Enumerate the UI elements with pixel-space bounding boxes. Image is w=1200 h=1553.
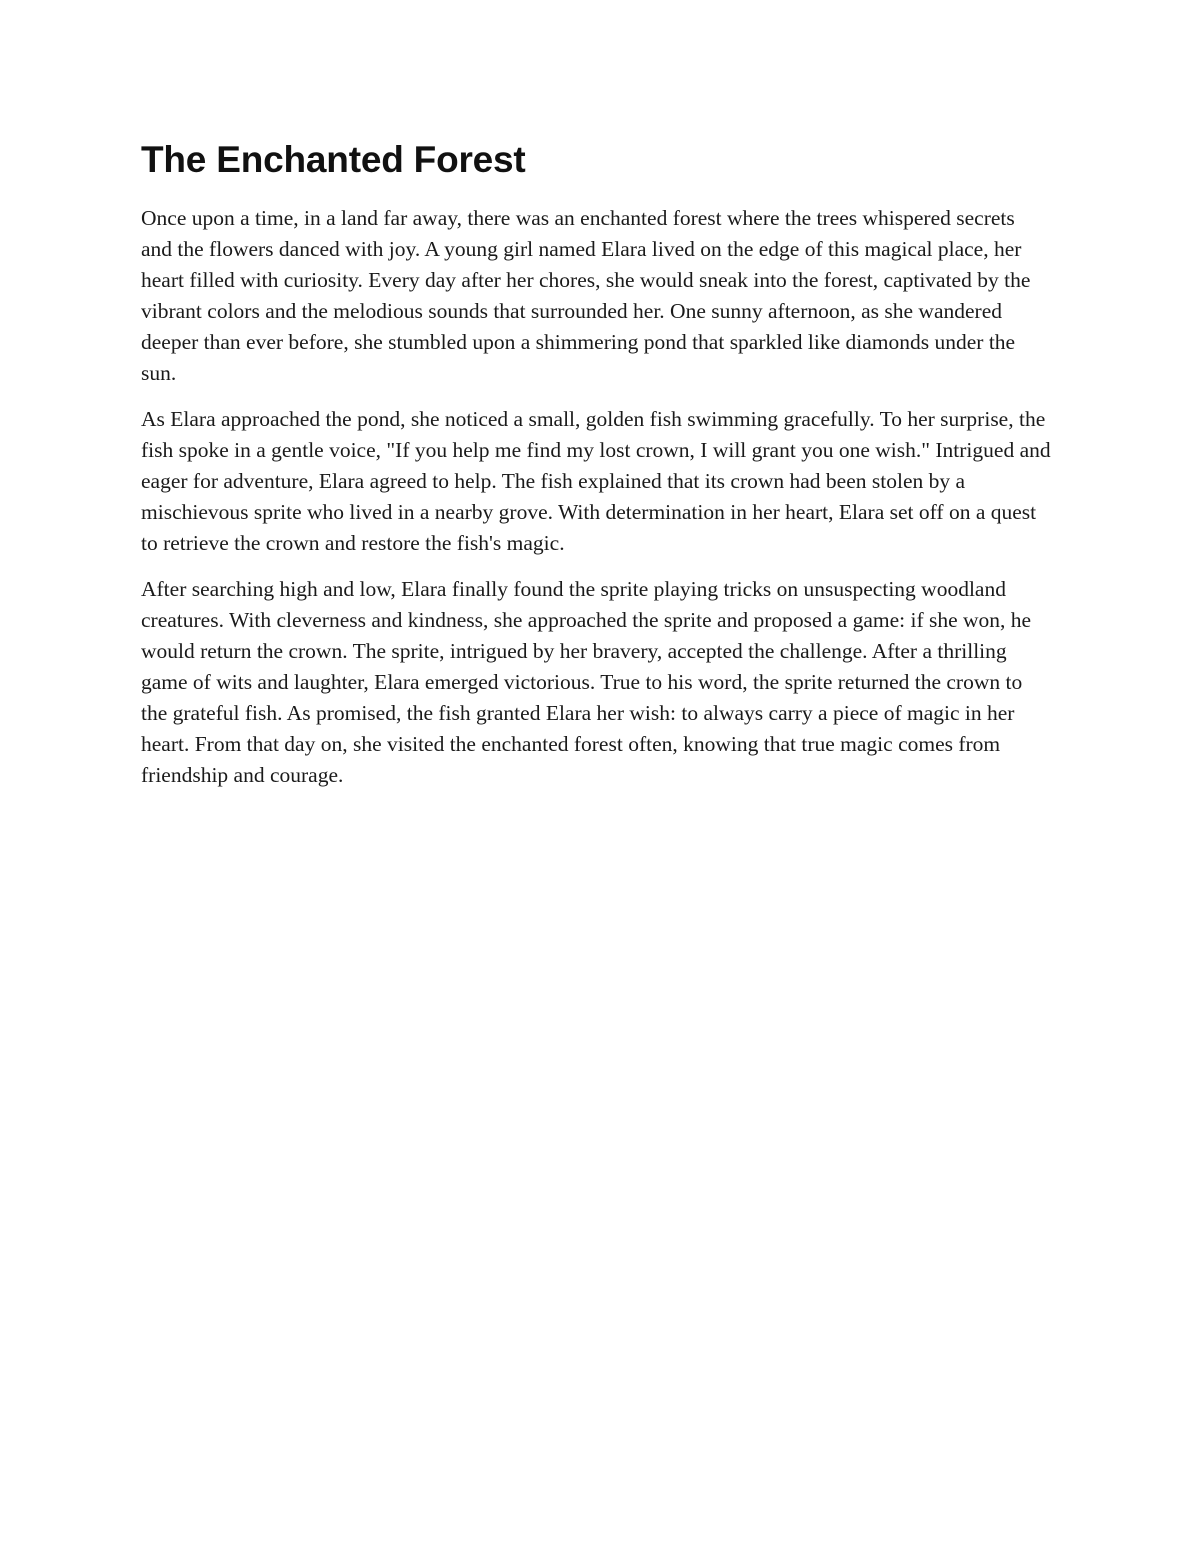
paragraph: As Elara approached the pond, she noticed a small, golden fish swimming gracefully. To her surprise, the fish spoke in a gentle voice, "If you help me find my lost crown, I will grant you one wish." Intrigued and eager for adventure, Elara agreed to help. The fish explained that its crown had been stolen by a mischievous sprite who lived in a nearby grove. With determination in her heart, Elara set off on a quest to retrieve the crown and restore the fish's magic. [141, 406, 1051, 555]
document-title: The Enchanted Forest [141, 139, 526, 180]
paragraph: After searching high and low, Elara finally found the sprite playing tricks on unsuspecting woodland creatures. With cleverness and kindness, she approached the sprite and proposed a game: if she won, he would return the crown. The sprite, intrigued by her bravery, accepted the challenge. After a thrilling game of wits and laughter, Elara emerged victorious. True to his word, the sprite returned the crown to the grateful fish. As promised, the fish granted Elara her wish: to always carry a piece of magic in her heart. From that day on, she visited the enchanted forest often, knowing that true magic comes from friendship and courage. [141, 576, 1032, 787]
document-body [141, 140, 1051, 806]
paragraph: Once upon a time, in a land far away, there was an enchanted forest where the trees whispered secrets and the flowers danced with joy. A young girl named Elara lived on the edge of this magical place, her heart filled with curiosity. Every day after her chores, she would sneak into the forest, captivated by the vibrant colors and the melodious sounds that surrounded her. One sunny afternoon, as she wandered deeper than ever before, she stumbled upon a shimmering pond that sparkled like diamonds under the sun. [141, 205, 1031, 385]
